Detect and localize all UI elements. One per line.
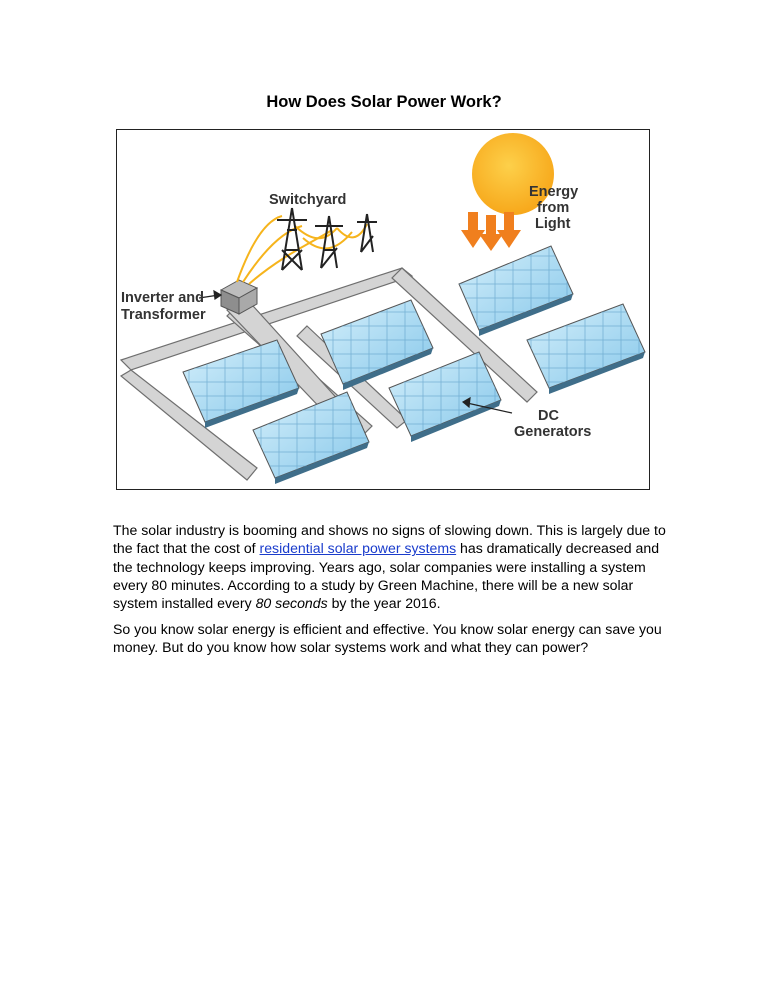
paragraph1-text-start: The solar industry is booming and shows no signs of slowing down. This is largely due to the fact that the cost of (113, 522, 666, 557)
residential-solar-link[interactable]: residential solar power systems (259, 540, 457, 557)
paragraph1-emphasis: 80 seconds (255, 595, 328, 612)
page-title: How Does Solar Power Work? (266, 93, 502, 111)
solar-panel (389, 352, 501, 442)
energy-arrows-icon (461, 212, 521, 251)
solar-panel (459, 246, 573, 336)
solar-panel (527, 304, 645, 394)
label-energy-line2: from (537, 200, 570, 216)
label-switchyard: Switchyard (269, 192, 347, 208)
solar-diagram (117, 130, 651, 491)
solar-panel (321, 300, 433, 390)
transmission-towers-icon (277, 208, 377, 270)
solar-panel (253, 392, 369, 484)
label-dc-line1: DC (538, 408, 559, 424)
paragraph1-text-end: by the year 2016. (327, 595, 441, 612)
solar-diagram-figure (116, 129, 650, 490)
label-inverter-line1: Inverter and (121, 290, 204, 306)
paragraph1-text-middle: has dramatically decreased and the technology keeps improving. Years ago, solar companies were installing a system every 80 minutes. According to a study by Green Machine, there will be a new solar system installed every (113, 540, 660, 612)
label-energy-line1: Energy (529, 184, 579, 200)
label-energy-line3: Light (535, 216, 571, 232)
label-dc-line2: Generators (514, 424, 592, 440)
second-paragraph: So you know solar energy is efficient and effective. You know solar energy can save you money. But do you know how solar systems work and what they can power? (113, 621, 662, 656)
label-inverter-line2: Transformer (121, 307, 206, 323)
intro-paragraph (113, 521, 673, 612)
solar-panel (183, 340, 299, 428)
